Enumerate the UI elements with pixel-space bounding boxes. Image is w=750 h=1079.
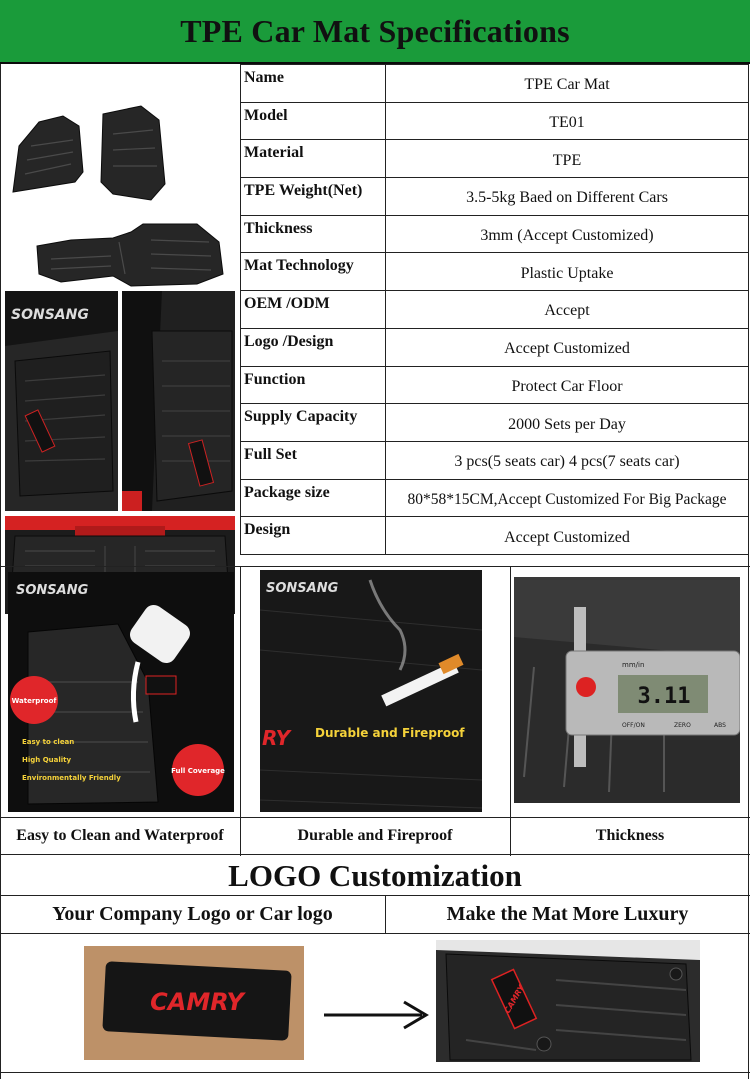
- spec-label: Mat Technology: [241, 253, 386, 291]
- interior-photo-front: [5, 291, 118, 511]
- brand-watermark: SONSANG: [11, 307, 89, 323]
- spec-table: [240, 64, 749, 555]
- brand-watermark: SONSANG: [266, 581, 339, 596]
- spec-row: [241, 328, 749, 366]
- feature-image-waterproof: [8, 572, 234, 812]
- feature-caption: [510, 817, 750, 855]
- spec-label: Logo /Design: [241, 328, 386, 366]
- feature-caption: [0, 817, 240, 855]
- divider: [0, 566, 750, 567]
- logo-plate-photo: [84, 946, 304, 1060]
- gauge-btn-off: OFF/ON: [622, 722, 645, 729]
- divider: [510, 567, 511, 856]
- logo-left-subtitle-text: Your Company Logo or Car logo: [52, 903, 333, 925]
- brand-watermark: SONSANG: [16, 583, 89, 598]
- spec-row: [241, 291, 749, 329]
- gauge-unit: mm/in: [622, 661, 645, 669]
- spec-label: Name: [241, 65, 386, 103]
- spec-row: [241, 140, 749, 178]
- feature-image-thickness: [514, 577, 740, 803]
- tag-easy-clean: Easy to clean: [22, 738, 75, 746]
- tag-high-quality: High Quality: [22, 756, 72, 764]
- spec-value: TPE Car Mat: [386, 65, 749, 103]
- spec-row: [241, 366, 749, 404]
- spec-value: 3 pcs(5 seats car) 4 pcs(7 seats car): [386, 441, 749, 479]
- tag-full-coverage: Full Coverage: [171, 767, 225, 775]
- spec-value: TE01: [386, 102, 749, 140]
- logo-section-title: [0, 856, 750, 896]
- spec-row: [241, 65, 749, 103]
- spec-value: 3.5-5kg Baed on Different Cars: [386, 178, 749, 216]
- feature-caption: [240, 817, 510, 855]
- spec-label: Full Set: [241, 441, 386, 479]
- logo-section-title-text: LOGO Customization: [228, 857, 522, 893]
- spec-label: Thickness: [241, 215, 386, 253]
- spec-label: Package size: [241, 479, 386, 517]
- logo-left-subtitle: [0, 896, 385, 934]
- spec-value: 80*58*15CM,Accept Customized For Big Package: [386, 479, 749, 517]
- tag-eco: Environmentally Friendly: [22, 774, 121, 782]
- spec-value: 3mm (Accept Customized): [386, 215, 749, 253]
- spec-value: TPE: [386, 140, 749, 178]
- spec-row: [241, 404, 749, 442]
- spec-label: Model: [241, 102, 386, 140]
- product-photos: [1, 64, 239, 567]
- divider: [0, 1072, 750, 1073]
- fireproof-overlay: Durable and Fireproof: [315, 726, 465, 740]
- page-header: [0, 0, 750, 64]
- spec-row: [241, 441, 749, 479]
- logo-plate-text: CAMRY: [150, 988, 244, 1016]
- gauge-btn-abs: ABS: [714, 722, 726, 729]
- mat-badge-text: CAMRY: [502, 983, 527, 1016]
- spec-row: [241, 102, 749, 140]
- spec-row: [241, 517, 749, 555]
- spec-row: [241, 479, 749, 517]
- spec-row: [241, 178, 749, 216]
- logo-right-subtitle-text: Make the Mat More Luxury: [446, 903, 689, 925]
- mat-set-photo: [1, 64, 239, 289]
- spec-label: OEM /ODM: [241, 291, 386, 329]
- spec-label: Function: [241, 366, 386, 404]
- logo-right-subtitle: [385, 896, 750, 934]
- spec-value: Accept: [386, 291, 749, 329]
- gauge-btn-zero: ZERO: [674, 722, 691, 729]
- spec-value: Plastic Uptake: [386, 253, 749, 291]
- spec-label: Supply Capacity: [241, 404, 386, 442]
- spec-value: 2000 Sets per Day: [386, 404, 749, 442]
- spec-value: Accept Customized: [386, 517, 749, 555]
- page-title: TPE Car Mat Specifications: [180, 12, 570, 49]
- feature-caption-text: Thickness: [595, 827, 665, 844]
- feature-caption-text: Easy to Clean and Waterproof: [16, 827, 224, 844]
- interior-photo-side: [122, 291, 235, 511]
- arrow-right-icon: [322, 1000, 432, 1030]
- spec-value: Protect Car Floor: [386, 366, 749, 404]
- spec-row: [241, 253, 749, 291]
- tag-waterproof: Waterproof: [11, 697, 57, 705]
- feature-image-fireproof: [260, 570, 482, 812]
- spec-value: Accept Customized: [386, 328, 749, 366]
- spec-label: Design: [241, 517, 386, 555]
- divider: [240, 567, 241, 856]
- feature-caption-text: Durable and Fireproof: [297, 827, 453, 844]
- gauge-reading: 3.11: [637, 684, 691, 709]
- spec-row: [241, 215, 749, 253]
- camry-partial: RY: [262, 726, 291, 750]
- spec-label: Material: [241, 140, 386, 178]
- divider: [385, 896, 386, 934]
- mat-with-logo-photo: [436, 940, 700, 1062]
- spec-label: TPE Weight(Net): [241, 178, 386, 216]
